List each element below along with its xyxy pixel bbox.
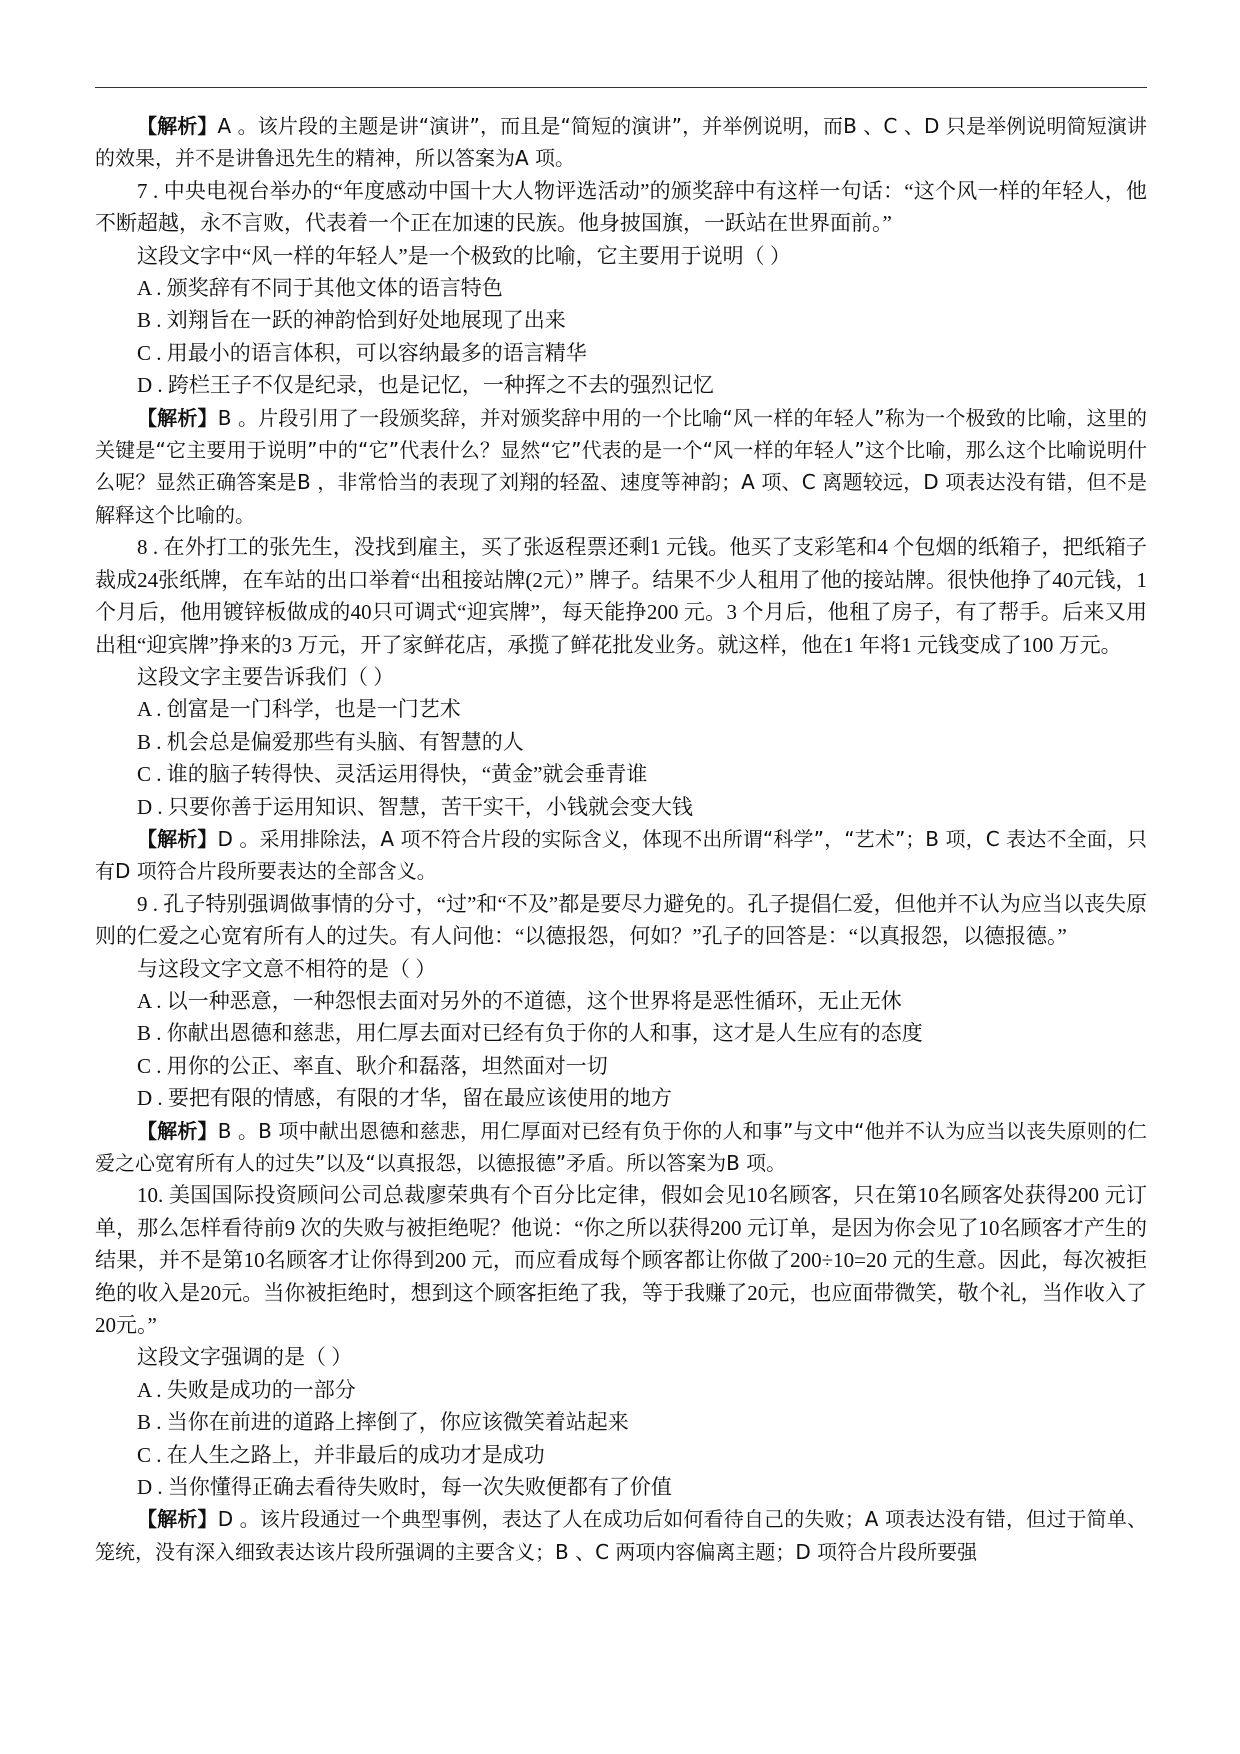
question-10-option-c: C . 在人生之路上，并非最后的成功才是成功 <box>137 1442 545 1467</box>
question-10-stem: 10. 美国国际投资顾问公司总裁廖荣典有个百分比定律，假如会见10名顾客，只在第10名顾客处获得200 元订单，那么怎样看待前9 次的失败与被拒绝呢？他说：“你之所以获得200 元订单，是因为你会见了10名顾客才产生的结果，并不是第10名顾客才让你得到200 元，而应看成每个顾客都让你做了200÷10=20 元的生意。因此，每次被拒绝的收入是20元。当你被拒绝时，想到这个顾客拒绝了我，等于我赚了20元，也应面带微笑，敬个礼，当作收入了20元。” <box>95 1183 1147 1338</box>
question-10-prompt: 这段文字强调的是（ ） <box>137 1345 353 1370</box>
question-7-option-d: D . 跨栏王子不仅是纪录，也是记忆，一种挥之不去的强烈记忆 <box>137 373 714 398</box>
analysis-paragraph: 【解析】A 。该片段的主题是讲“演讲”，而且是“简短的演讲”，并举例说明，而B 、C 、D 只是举例说明简短演讲的效果，并不是讲鲁迅先生的精神，所以答案为A 项。 <box>95 114 1147 171</box>
question-10-option-d: D . 当你懂得正确去看待失败时，每一次失败便都有了价值 <box>137 1475 672 1500</box>
question-7-option-c: C . 用最小的语言体积，可以容纳最多的语言精华 <box>137 340 587 365</box>
question-9-stem: 9 . 孔子特别强调做事情的分寸，“过”和“不及”都是要尽力避免的。孔子提倡仁爱，但他并不认为应当以丧失原则的仁爱之心宽宥所有人的过失。有人问他：“以德报怨，何如？”孔子的回答是：“以真报怨，以德报德。” <box>95 891 1147 949</box>
question-7-analysis: 【解析】B 。片段引用了一段颁奖辞，并对颁奖辞中用的一个比喻“风一样的年轻人”称为一个极致的比喻，这里的关键是“它主要用于说明”中的“它”代表什么？显然“它”代表的是一个“风一样的年轻人”这个比喻，那么这个比喻说明什么呢？显然正确答案是B ，非常恰当的表现了刘翔的轻盈、速度等神韵；A 项、C 离题较远，D 项表达没有错，但不是解释这个比喻的。 <box>95 405 1148 527</box>
question-8-analysis: 【解析】D 。采用排除法，A 项不符合片段的实际含义，体现不出所谓“科学”，“艺术”；B 项，C 表达不全面，只有D 项符合片段所要表达的全部含义。 <box>95 826 1147 884</box>
question-9-option-b: B . 你献出恩德和慈悲，用仁厚去面对已经有负于你的人和事，这才是人生应有的态度 <box>137 1021 923 1046</box>
analysis-marker: 【解析】 <box>137 826 218 851</box>
analysis-marker: 【解析】 <box>137 1118 218 1143</box>
question-7-option-a: A . 颁奖辞有不同于其他文体的语言特色 <box>137 276 503 301</box>
question-8-option-b: B . 机会总是偏爱那些有头脑、有智慧的人 <box>137 729 524 754</box>
question-8-option-a: A . 创富是一门科学，也是一门艺术 <box>137 697 461 722</box>
question-10-option-a: A . 失败是成功的一部分 <box>137 1377 356 1402</box>
analysis-marker: 【解析】 <box>137 1507 218 1532</box>
question-7-stem: 7 . 中央电视台举办的“年度感动中国十大人物评选活动”的颁奖辞中有这样一句话：“这个风一样的年轻人，他不断超越，永不言败，代表着一个正在加速的民族。他身披国旗，一跃站在世界面前。” <box>95 178 1147 236</box>
page-content <box>95 110 1147 1568</box>
question-8-prompt: 这段文字主要告诉我们（ ） <box>137 664 395 689</box>
question-7-prompt: 这段文字中“风一样的年轻人”是一个极致的比喻，它主要用于说明（ ） <box>137 243 791 268</box>
header-rule <box>95 87 1147 88</box>
question-9-option-d: D . 要把有限的情感，有限的才华，留在最应该使用的地方 <box>137 1086 672 1111</box>
question-8-option-d: D . 只要你善于运用知识、智慧，苦干实干，小钱就会变大钱 <box>137 794 693 819</box>
question-8-option-c: C . 谁的脑子转得快、灵活运用得快，“黄金”就会垂青谁 <box>137 762 648 787</box>
question-7-option-b: B . 刘翔旨在一跃的神韵恰到好处地展现了出来 <box>137 308 566 333</box>
question-9-option-a: A . 以一种恶意，一种怨恨去面对另外的不道德，这个世界将是恶性循环，无止无休 <box>137 988 902 1013</box>
question-9-prompt: 与这段文字文意不相符的是（ ） <box>137 956 437 981</box>
question-9-option-c: C . 用你的公正、率直、耿介和磊落，坦然面对一切 <box>137 1053 608 1078</box>
analysis-marker: 【解析】 <box>137 405 218 430</box>
question-8-stem: 8 . 在外打工的张先生，没找到雇主，买了张返程票还剩1 元钱。他买了支彩笔和4 个包烟的纸箱子，把纸箱子裁成24张纸牌，在车站的出口举着“出租接站牌(2元）” 牌子。结果不少人租用了他的接站牌。很快他挣了40元钱，1 个月后，他用镀锌板做成的40只可调式“迎宾牌”，每天能挣200 元。3 个月后，他租了房子，有了帮手。后来又用出租“迎宾牌”挣来的3 万元，开了家鲜花店，承揽了鲜花批发业务。就这样，他在1 年将1 元钱变成了100 万元。 <box>95 535 1147 657</box>
question-10-option-b: B . 当你在前进的道路上摔倒了，你应该微笑着站起来 <box>137 1410 629 1435</box>
analysis-marker: 【解析】 <box>137 114 218 138</box>
question-10-analysis: 【解析】D 。该片段通过一个典型事例，表达了人在成功后如何看待自己的失败；A 项表达没有错，但过于简单、笼统，没有深入细致表达该片段所强调的主要含义；B 、C 两项内容偏离主题；D 项符合片段所要强 <box>95 1507 1148 1564</box>
question-9-analysis: 【解析】B 。B 项中献出恩德和慈悲，用仁厚面对已经有负于你的人和事”与文中“他并不认为应当以丧失原则的仁爱之心宽宥所有人的过失”以及“以真报怨，以德报德”矛盾。所以答案为B 项。 <box>95 1118 1147 1175</box>
